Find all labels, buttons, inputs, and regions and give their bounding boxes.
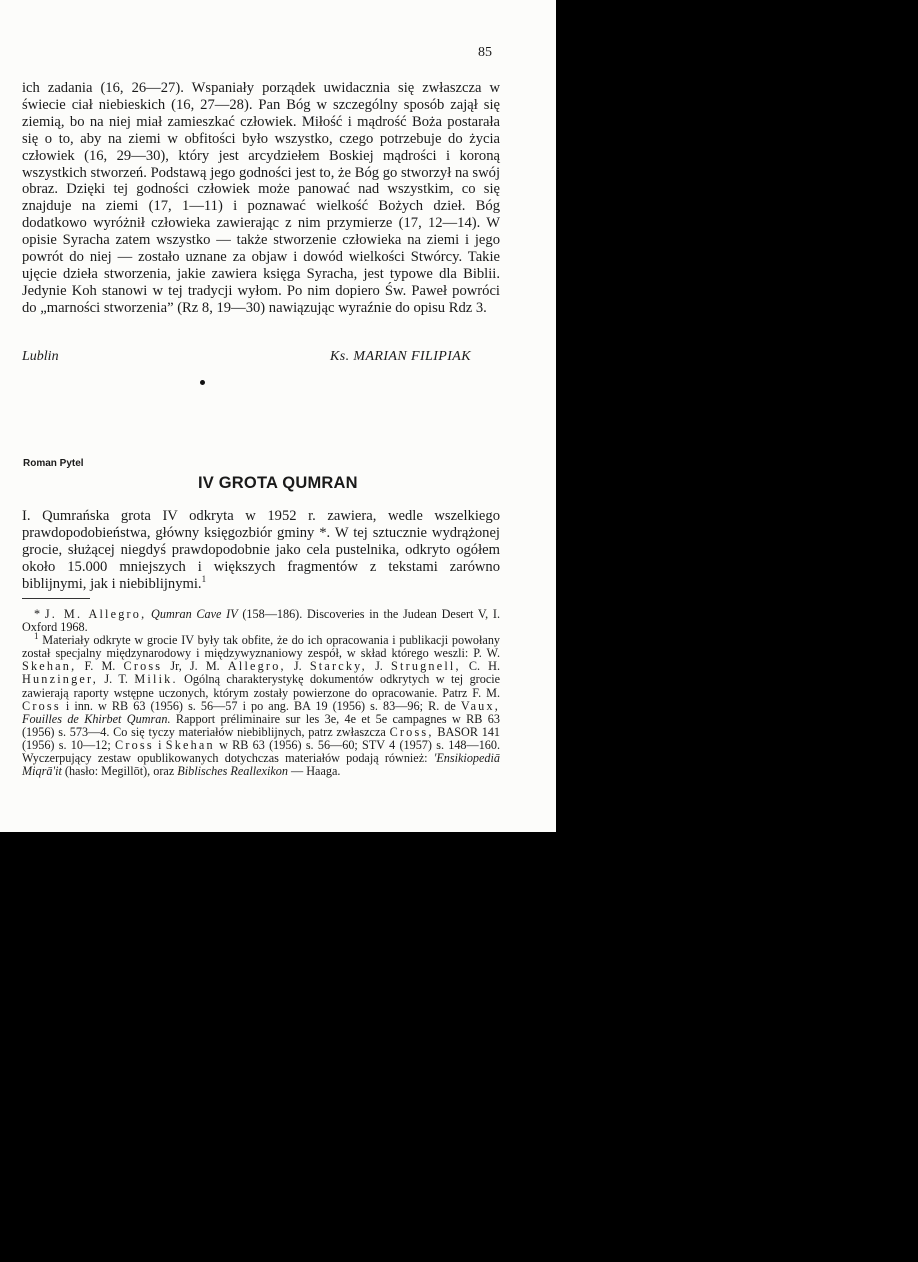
article-intro-paragraph: [22, 508, 500, 593]
footnotes-section: [22, 608, 500, 778]
footnote-text: i: [158, 737, 162, 752]
footnote-work: Biblisches Reallexikon: [177, 764, 288, 779]
footnote-work: Qumran Cave IV: [151, 607, 238, 621]
spaced-name: Strugnell,: [391, 659, 461, 674]
footnote-divider: [22, 598, 90, 599]
footnote-text: BASOR 141 (1956) s. 10—12;: [22, 724, 501, 752]
footnote-text: (hasło: Megillōt), oraz: [64, 764, 175, 779]
article-title: IV GROTA QUMRAN: [198, 474, 358, 492]
footnote-reference: 1: [201, 573, 207, 584]
footnote-mark: 1: [34, 631, 39, 642]
footnote-work: 'Ensikiopediā Miqrā'it: [22, 751, 500, 779]
document-page: [0, 0, 560, 832]
spaced-name: Cross: [123, 659, 163, 674]
footnote-work: Fouilles de Khirbet Qumran.: [22, 711, 171, 726]
footnote-text: J.: [375, 659, 383, 674]
footnote-text: i inn. w RB 63 (1956) s. 56—57 i po ang. BA 19 (1956) s. 83—96; R. de: [65, 698, 456, 713]
separator-dot: [200, 380, 205, 385]
spaced-name: Milik.: [134, 672, 178, 687]
footnote-1: [22, 631, 501, 779]
footnote-text: — Haaga.: [291, 764, 341, 779]
spaced-name: Skehan: [165, 737, 215, 752]
author-signature: Ks. MARIAN FILIPIAK: [330, 349, 471, 364]
footnote-text: C. H.: [468, 659, 501, 674]
article-author: Roman Pytel: [23, 458, 84, 469]
spaced-name: Hunzinger,: [22, 672, 98, 687]
spaced-name: Cross,: [389, 724, 434, 739]
footnote-text: F. M.: [84, 659, 116, 674]
page-number: 85: [478, 45, 492, 60]
footnote-text: J. T.: [104, 672, 128, 687]
footnote-text: Materiały odkryte w grocie IV były tak obfite, że do ich opracowania i publikacji powołany został specjalny międzynarodowy i międzywyznaniowy zespół, w skład którego weszli: P. W.: [22, 633, 501, 661]
spaced-name: Starcky,: [309, 659, 367, 674]
footnote-text: Ogólną charakterystykę dokumentów odkrytych w tej grocie zawierają raporty wstępne uczonych, którym zostały powierzone do opracowanie. Patrz F. M.: [22, 672, 501, 700]
spaced-name: Allegro,: [227, 659, 286, 674]
spaced-name: Vaux,: [460, 698, 501, 713]
spaced-name: Cross: [115, 737, 154, 752]
footnote-star: [22, 608, 500, 634]
intro-text: I. Qumrańska grota IV odkryta w 1952 r. zawiera, wedle wszelkiego prawdopodobieństwa, główny księgozbiór gminy *. W tej sztucznie wydrążonej grocie, służącej niegdyś prawdopodobnie jako cela pustelnika, odkryto ogółem około 15.000 mniejszych i większych fragmentów z tekstami zarówno biblijnymi, jak i niebiblijnymi.: [22, 508, 500, 592]
previous-article-paragraph: ich zadania (16, 26—27). Wspaniały porządek uwidacznia się zwłaszcza w świecie ciał niebieskich (16, 27—28). Pan Bóg w szczególny sposób zajął się ziemią, bo na niej miał zamieszkać człowiek. Miłość i mądrość Boża postarała się o to, aby na ziemi w obfitości było wszystko, czego potrzebuje do życia człowiek (16, 29—30), który jest arcydziełem Boskiej mądrości i koroną wszystkich stworzeń. Podstawą jego godności jest to, że Bóg go stworzył na swój obraz. Dzięki tej godności człowiek może panować nad wszystkim, co się znajduje na ziemi (17, 1—11) i poznawać wielkość Bożych dzieł. Bóg dodatkowo wyróżnił człowieka zawierając z nim przymierze (17, 12—14). W opisie Syracha zatem wszystko — także stworzenie człowieka na ziemi i jego powrót do niej — zostało uznane za objaw i dowód wielkości Stwórcy. Takie ujęcie dzieła stworzenia, jakie zawiera księga Syracha, jest typowe dla Biblii. Jedynie Koh stanowi w tej tradycji wyłom. Po nim dopiero Św. Paweł powróci do „marności stworzenia” (Rz 8, 19—30) nawiązując wyraźnie do opisu Rdz 3.: [22, 80, 500, 316]
footnote-text: w RB 63 (1956) s. 56—60; STV 4 (1957) s. 148—160. Wyczerpujący zestaw opublikowanych dotychczas materiałów podają również:: [22, 737, 501, 766]
footnote-author: J. M. Allegro,: [44, 607, 147, 621]
spaced-name: Skehan,: [22, 659, 77, 674]
spaced-name: Cross: [22, 698, 61, 713]
footnote-text: (158—186). Discoveries in the Judean Desert V, I. Oxford 1968.: [22, 607, 501, 635]
footnote-text: Jr, J. M.: [170, 659, 220, 674]
footnote-mark: *: [34, 607, 41, 621]
footnote-text: Rapport préliminaire sur les 3e, 4e et 5e campagnes w RB 63 (1956) s. 573—4. Co się tyczy materiałów niebiblijnych, patrz zwłaszcza: [22, 711, 500, 739]
place-name: Lublin: [22, 349, 59, 364]
footnote-text: J.: [293, 659, 302, 674]
